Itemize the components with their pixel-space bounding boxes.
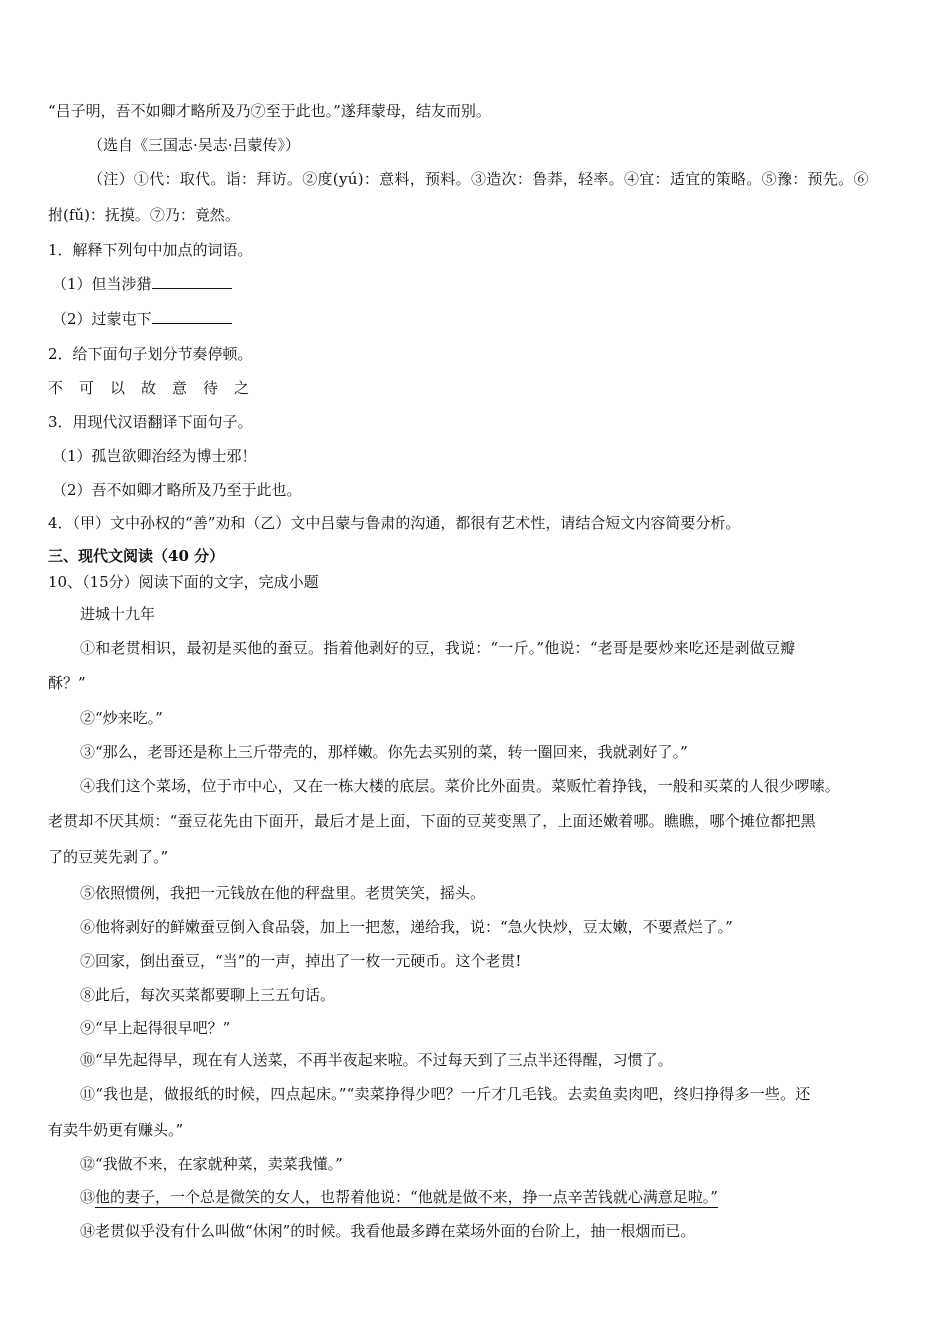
paragraph-line: ⑧此后，每次买菜都要聊上三五句话。: [80, 986, 336, 1004]
paragraph-number: ⑬: [80, 1188, 96, 1206]
paragraph-line: ⑤依照惯例，我把一元钱放在他的秤盘里。老贯笑笑，摇头。: [80, 884, 486, 902]
paragraph-line: 酥？”: [48, 674, 86, 692]
paragraph-line: ②“炒来吃。”: [80, 709, 163, 727]
paragraph-line: ⑨“早上起得很早吧？”: [80, 1019, 231, 1037]
paragraph-line: ⑩“早先起得早，现在有人送菜，不再半夜起来啦。不过每天到了三点半还得醒，习惯了。: [80, 1051, 673, 1069]
question-1-item: [52, 309, 232, 329]
question-4: 4．（甲）文中孙权的“善”劝和（乙）文中吕蒙与鲁肃的沟通，都很有艺术性，请结合短文内容简要分析。: [48, 514, 741, 532]
paragraph-line: ③“那么，老哥还是称上三斤带壳的，那样嫩。你先去买别的菜，转一圈回来，我就剥好了。”: [80, 743, 688, 761]
article-title: 进城十九年: [80, 605, 156, 623]
paragraph-line: ④我们这个菜场，位于市中心，又在一栋大楼的底层。菜价比外面贵。菜贩忙着挣钱，一般和买菜的人很少啰嗦。: [80, 777, 841, 795]
question-2: 2．给下面句子划分节奏停顿。: [48, 345, 253, 363]
section-heading: 三、现代文阅读（40 分）: [48, 547, 225, 565]
question-1: 1．解释下列句中加点的词语。: [48, 241, 253, 259]
underlined-sentence: 他的妻子，一个总是微笑的女人，也帮着他说：“他就是做不来，挣一点辛苦钱就心满意足啦。”: [95, 1188, 718, 1206]
answer-blank[interactable]: [152, 274, 232, 289]
question-text: （2）过蒙屯下: [52, 310, 152, 328]
paragraph-line: 了的豆荚先剥了。”: [48, 848, 169, 866]
notes-line: 拊(fǔ)：抚摸。⑦乃：竟然。: [48, 206, 240, 224]
paragraph-line: ⑭老贯似乎没有什么叫做“休闲”的时候。我看他最多蹲在菜场外面的台阶上，抽一根烟而已。: [80, 1222, 696, 1240]
question-3: 3．用现代汉语翻译下面句子。: [48, 413, 253, 431]
paragraph-line: [80, 1187, 718, 1207]
paragraph-line: ⑪“我也是，做报纸的时候，四点起床。”“卖菜挣得少吧？一斤才几毛钱。去卖鱼卖肉吧，终归挣得多一些。还: [80, 1085, 811, 1103]
paragraph-line: 有卖牛奶更有赚头。”: [48, 1121, 184, 1139]
passage-line: “吕子明，吾不如卿才略所及乃⑦至于此也。”遂拜蒙母，结友而别。: [48, 102, 491, 120]
question-1-item: [52, 274, 232, 294]
paragraph-line: ①和老贯相识，最初是买他的蚕豆。指着他剥好的豆，我说：“一斤。”他说：“老哥是要炒来吃还是剥做豆瓣: [80, 639, 796, 657]
paragraph-line: ⑫“我做不来，在家就种菜，卖菜我懂。”: [80, 1155, 343, 1173]
paragraph-line: ⑦回家，倒出蚕豆，“当”的一声，掉出了一枚一元硬币。这个老贯!: [80, 952, 522, 970]
question-10: 10、（15分）阅读下面的文字，完成小题: [48, 573, 319, 591]
question-2-sentence: 不可以故意待之: [48, 379, 266, 397]
paragraph-line: ⑥他将剥好的鲜嫩蚕豆倒入食品袋，加上一把葱，递给我，说：“急火快炒，豆太嫩，不要煮烂了。”: [80, 918, 733, 936]
answer-blank[interactable]: [152, 309, 232, 324]
notes-line: （注）①代：取代。诣：拜访。②度(yú)：意料，预料。③造次：鲁莽，轻率。④宜：适宜的策略。⑤豫：预先。⑥: [88, 170, 869, 188]
question-text: （1）但当涉猎: [52, 275, 152, 293]
paragraph-line: 老贯却不厌其烦：“蚕豆花先由下面开，最后才是上面，下面的豆荚变黑了，上面还嫩着哪。瞧瞧，哪个摊位都把黑: [48, 812, 816, 830]
question-3-item: （2）吾不如卿才略所及乃至于此也。: [52, 481, 302, 499]
question-3-item: （1）孤岂欲卿治经为博士邪！: [52, 447, 257, 465]
passage-source: （选自《三国志·吴志·吕蒙传》）: [88, 136, 301, 154]
